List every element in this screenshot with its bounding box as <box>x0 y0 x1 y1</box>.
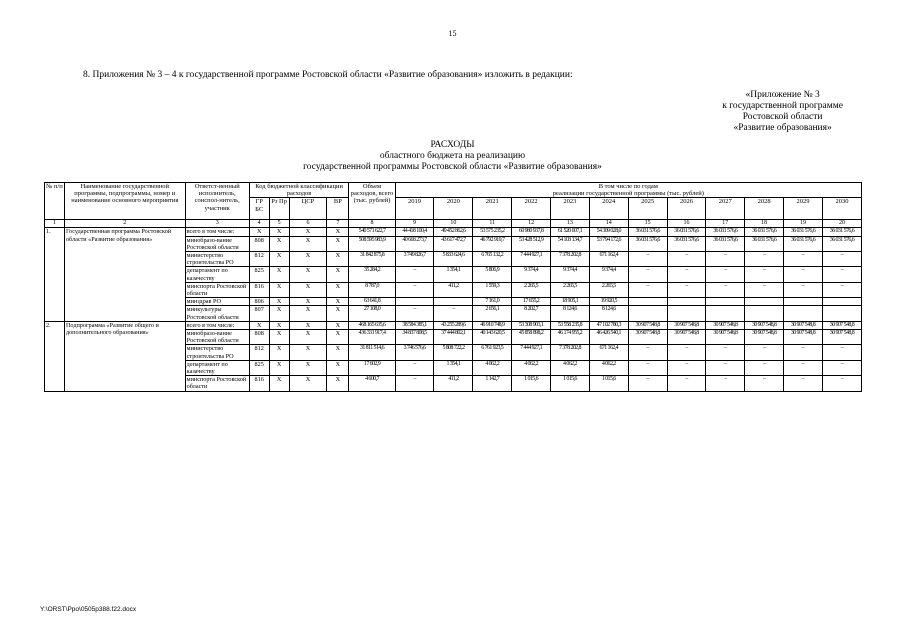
year-value-cell: 36 031 576,6 <box>628 228 667 236</box>
year-value-cell: – <box>628 267 667 282</box>
header-year: 2019 <box>395 198 434 220</box>
year-value-cell: 53 558 235,8 <box>551 321 590 329</box>
header-year: 2022 <box>512 198 551 220</box>
year-value-cell: 8 124,6 <box>589 306 628 321</box>
csr-cell: X <box>289 306 327 321</box>
csr-cell: X <box>289 321 327 329</box>
column-number: 18 <box>745 220 784 228</box>
header-year: 2026 <box>667 198 706 220</box>
year-value-cell: – <box>745 252 784 267</box>
year-value-cell: 7 444 927,1 <box>512 345 551 360</box>
year-value-cell <box>822 298 861 306</box>
year-value-cell: 30 907 548,8 <box>706 321 745 329</box>
year-value-cell: – <box>395 360 434 375</box>
year-value-cell: 4 062,2 <box>551 360 590 375</box>
year-value-cell: 30 907 548,8 <box>628 321 667 329</box>
grbs-cell: 808 <box>249 236 269 251</box>
total-cell: 4 600,7 <box>349 376 395 391</box>
total-cell: 8 787,0 <box>349 282 395 297</box>
vr-cell: X <box>327 345 349 360</box>
header-years-group <box>395 183 861 198</box>
year-value-cell: – <box>667 267 706 282</box>
year-value-cell: 53 428 512,9 <box>512 236 551 251</box>
header-vr: ВР <box>327 198 349 220</box>
csr-cell: X <box>289 298 327 306</box>
year-value-cell: – <box>745 282 784 297</box>
year-value-cell: 1 559,3 <box>473 282 512 297</box>
year-value-cell <box>706 298 745 306</box>
year-value-cell: 61 520 007,1 <box>551 228 590 236</box>
page-number: 15 <box>448 29 457 38</box>
row-name: Государственная программа Ростовской области «Развитие образования» <box>64 228 185 321</box>
rzpr-cell: X <box>269 306 289 321</box>
year-value-cell: – <box>784 267 823 282</box>
csr-cell: X <box>289 360 327 375</box>
year-value-cell: 36 031 576,6 <box>822 236 861 251</box>
year-value-cell: 30 907 548,8 <box>745 321 784 329</box>
rzpr-cell: X <box>269 282 289 297</box>
header-year: 2023 <box>551 198 590 220</box>
year-value-cell: – <box>395 267 434 282</box>
year-value-cell: 53 308 903,1 <box>512 321 551 329</box>
column-number: 12 <box>512 220 551 228</box>
year-value-cell: – <box>667 376 706 391</box>
column-number: 7 <box>327 220 349 228</box>
year-value-cell: 46 174 955,2 <box>551 330 590 345</box>
year-value-cell: 7 378 202,8 <box>551 345 590 360</box>
responsible-cell: департамент по казачеству <box>185 267 249 282</box>
year-value-cell: 36 031 576,6 <box>745 228 784 236</box>
total-cell: 468 165 635,6 <box>349 321 395 329</box>
responsible-cell: минобразо-вание Ростовской области <box>185 236 249 251</box>
year-value-cell <box>628 298 667 306</box>
grbs-cell: 806 <box>249 298 269 306</box>
year-value-cell: 49 452 862,6 <box>434 228 473 236</box>
grbs-cell: X <box>249 321 269 329</box>
year-value-cell: 37 444 802,1 <box>434 330 473 345</box>
total-cell: 63 641,8 <box>349 298 395 306</box>
header-year: 2029 <box>784 198 823 220</box>
year-value-cell: 40 143 620,5 <box>473 330 512 345</box>
total-cell: 31 842 875,8 <box>349 252 395 267</box>
total-cell: 31 811 514,6 <box>349 345 395 360</box>
responsible-cell: минобразо-вание Ростовской области <box>185 330 249 345</box>
year-value-cell: – <box>784 376 823 391</box>
responsible-cell: всего в том числе: <box>185 321 249 329</box>
year-value-cell: 30 907 548,8 <box>784 330 823 345</box>
csr-cell: X <box>289 376 327 391</box>
year-value-cell: 30 907 548,8 <box>667 321 706 329</box>
year-value-cell: 60 980 937,8 <box>512 228 551 236</box>
year-value-cell: – <box>395 282 434 297</box>
total-cell: 436 331 917,4 <box>349 330 395 345</box>
year-value-cell <box>745 298 784 306</box>
year-value-cell: 19 920,5 <box>589 298 628 306</box>
year-value-cell: – <box>667 252 706 267</box>
year-value-cell: 43 255 289,6 <box>434 321 473 329</box>
year-value-cell: 18 905,1 <box>551 298 590 306</box>
table-row <box>45 321 862 329</box>
grbs-cell: 812 <box>249 345 269 360</box>
year-value-cell: 671 162,4 <box>589 252 628 267</box>
year-value-cell: – <box>706 282 745 297</box>
year-value-cell <box>628 306 667 321</box>
appendix-line: к государственной программе <box>722 101 843 111</box>
rzpr-cell: X <box>269 376 289 391</box>
column-number: 6 <box>289 220 327 228</box>
expenses-table <box>44 182 862 392</box>
year-value-cell: 2 265,5 <box>512 282 551 297</box>
year-value-cell: – <box>434 306 473 321</box>
year-value-cell: 46 426 540,1 <box>589 330 628 345</box>
column-number: 13 <box>551 220 590 228</box>
grbs-cell: 807 <box>249 306 269 321</box>
column-number: 11 <box>473 220 512 228</box>
year-value-cell: 9 374,4 <box>512 267 551 282</box>
year-value-cell: 1 015,6 <box>589 376 628 391</box>
year-value-cell <box>784 306 823 321</box>
vr-cell: X <box>327 298 349 306</box>
vr-cell: X <box>327 267 349 282</box>
vr-cell: X <box>327 252 349 267</box>
year-value-cell: – <box>784 282 823 297</box>
year-value-cell: 5 808 722,2 <box>434 345 473 360</box>
rzpr-cell: X <box>269 252 289 267</box>
grbs-cell: 825 <box>249 267 269 282</box>
year-value-cell: 17 655,2 <box>512 298 551 306</box>
appendix-line: Ростовской области <box>742 112 823 122</box>
year-value-cell: 36 031 576,6 <box>667 236 706 251</box>
year-value-cell <box>395 298 434 306</box>
grbs-cell: 816 <box>249 282 269 297</box>
csr-cell: X <box>289 236 327 251</box>
year-value-cell: 7 161,0 <box>473 298 512 306</box>
year-value-cell: – <box>822 252 861 267</box>
year-value-cell: 38 584 385,1 <box>395 321 434 329</box>
year-value-cell: 44 418 100,4 <box>395 228 434 236</box>
year-value-cell: – <box>667 282 706 297</box>
year-value-cell: 8 124,6 <box>551 306 590 321</box>
year-value-cell: 36 031 576,6 <box>706 228 745 236</box>
total-cell: 35 284,2 <box>349 267 395 282</box>
year-value-cell: – <box>745 345 784 360</box>
year-value-cell: 2 265,5 <box>551 282 590 297</box>
year-value-cell: – <box>706 252 745 267</box>
header-rzpr: Рз Пр <box>269 198 289 220</box>
year-value-cell: 2 656,1 <box>473 306 512 321</box>
vr-cell: X <box>327 236 349 251</box>
total-cell: 27 108,0 <box>349 306 395 321</box>
year-value-cell: 54 103 134,7 <box>551 236 590 251</box>
year-value-cell: – <box>822 345 861 360</box>
column-number: 10 <box>434 220 473 228</box>
year-value-cell: 43 617 472,7 <box>434 236 473 251</box>
column-number: 17 <box>706 220 745 228</box>
responsible-cell: минспорта Ростовской области <box>185 376 249 391</box>
rzpr-cell: X <box>269 228 289 236</box>
year-value-cell: 30 907 548,8 <box>745 330 784 345</box>
column-number: 15 <box>628 220 667 228</box>
row-number: 1. <box>45 228 65 321</box>
year-value-cell: 36 031 576,6 <box>745 236 784 251</box>
year-value-cell: 3 749 826,7 <box>395 252 434 267</box>
header-years-line: В том числе по годам <box>598 183 658 190</box>
year-value-cell: 1 015,6 <box>512 376 551 391</box>
header-year: 2020 <box>434 198 473 220</box>
vr-cell: X <box>327 330 349 345</box>
year-value-cell: – <box>628 376 667 391</box>
year-value-cell: 2 265,5 <box>589 282 628 297</box>
header-year: 2024 <box>589 198 628 220</box>
year-value-cell <box>745 306 784 321</box>
column-number: 16 <box>667 220 706 228</box>
column-number: 4 <box>249 220 269 228</box>
rzpr-cell: X <box>269 360 289 375</box>
year-value-cell: 3 746 576,6 <box>395 345 434 360</box>
header-name: Наименование государственной программы, подпрограммы, номер и наименование основного мероприятия <box>64 183 185 220</box>
row-name: Подпрограмма «Развитие общего и дополнительного образования» <box>64 321 185 391</box>
column-number: 9 <box>395 220 434 228</box>
total-cell: 508 595 983,9 <box>349 236 395 251</box>
column-number: 5 <box>269 220 289 228</box>
year-value-cell: – <box>706 345 745 360</box>
year-value-cell: – <box>628 360 667 375</box>
rzpr-cell: X <box>269 330 289 345</box>
year-value-cell: 4 062,2 <box>473 360 512 375</box>
rzpr-cell: X <box>269 321 289 329</box>
year-value-cell: – <box>822 360 861 375</box>
table-row <box>45 228 862 236</box>
year-value-cell: 36 031 576,6 <box>667 228 706 236</box>
year-value-cell: 47 102 780,3 <box>589 321 628 329</box>
year-value-cell: 7 444 927,1 <box>512 252 551 267</box>
year-value-cell: 34 837 808,5 <box>395 330 434 345</box>
column-number: 3 <box>185 220 249 228</box>
year-value-cell: 411,2 <box>434 376 473 391</box>
year-value-cell: 46 910 748,9 <box>473 321 512 329</box>
year-value-cell: 411,2 <box>434 282 473 297</box>
column-numbers-row <box>45 220 862 228</box>
year-value-cell: – <box>395 376 434 391</box>
year-value-cell: 36 031 576,6 <box>822 228 861 236</box>
year-value-cell: – <box>628 282 667 297</box>
year-value-cell: 30 907 548,8 <box>784 321 823 329</box>
year-value-cell: – <box>628 252 667 267</box>
intro-paragraph: 8. Приложения № 3 – 4 к государственной программе Ростовской области «Развитие образования» изложить в редакции: <box>83 70 573 80</box>
appendix-line: «Приложение № 3 <box>745 90 820 100</box>
year-value-cell <box>706 306 745 321</box>
header-year: 2025 <box>628 198 667 220</box>
vr-cell: X <box>327 306 349 321</box>
column-number: 14 <box>589 220 628 228</box>
header-responsible: Ответст-венный исполнитель, соиспол-нитель, участник <box>185 183 249 220</box>
column-number: 19 <box>784 220 823 228</box>
year-value-cell: – <box>784 252 823 267</box>
year-value-cell: 1 142,7 <box>473 376 512 391</box>
year-value-cell: 9 374,4 <box>589 267 628 282</box>
responsible-cell: министерство строительства РО <box>185 345 249 360</box>
year-value-cell: – <box>784 345 823 360</box>
appendix-line: «Развитие образования» <box>733 123 832 133</box>
year-value-cell: – <box>628 345 667 360</box>
year-value-cell: 9 374,4 <box>551 267 590 282</box>
header-csr: ЦСР <box>289 198 327 220</box>
year-value-cell: 5 833 624,6 <box>434 252 473 267</box>
year-value-cell: 8 202,7 <box>512 306 551 321</box>
year-value-cell: – <box>745 376 784 391</box>
title-line: РАСХОДЫ <box>430 140 475 150</box>
year-value-cell: 6 761 923,5 <box>473 345 512 360</box>
year-value-cell: – <box>822 267 861 282</box>
year-value-cell: – <box>706 376 745 391</box>
year-value-cell: – <box>667 345 706 360</box>
year-value-cell <box>822 306 861 321</box>
year-value-cell: – <box>822 376 861 391</box>
year-value-cell: 53 575 235,2 <box>473 228 512 236</box>
year-value-cell: 671 162,4 <box>589 345 628 360</box>
grbs-cell: 808 <box>249 330 269 345</box>
vr-cell: X <box>327 228 349 236</box>
year-value-cell: 30 907 548,8 <box>628 330 667 345</box>
responsible-cell: департамент по казачеству <box>185 360 249 375</box>
table-body <box>45 228 862 391</box>
csr-cell: X <box>289 282 327 297</box>
csr-cell: X <box>289 330 327 345</box>
year-value-cell: 45 858 898,2 <box>512 330 551 345</box>
file-path-footer: Y:\ORST\Ppo\0505p388.f22.docx <box>40 606 137 613</box>
year-value-cell: 46 792 919,7 <box>473 236 512 251</box>
year-value-cell: 7 378 202,8 <box>551 252 590 267</box>
rzpr-cell: X <box>269 267 289 282</box>
header-total: Объем расходов, всего (тыс. рублей) <box>349 183 395 220</box>
year-value-cell: 36 031 576,6 <box>628 236 667 251</box>
year-value-cell: 1 354,1 <box>434 360 473 375</box>
header-year: 2021 <box>473 198 512 220</box>
vr-cell: X <box>327 321 349 329</box>
appendix-header <box>722 90 843 134</box>
year-value-cell: – <box>745 360 784 375</box>
year-value-cell: – <box>745 267 784 282</box>
vr-cell: X <box>327 360 349 375</box>
year-value-cell: – <box>395 306 434 321</box>
title-line: областного бюджета на реализацию <box>379 151 526 161</box>
header-grbs: ГР БС <box>249 198 269 220</box>
year-value-cell: 6 765 132,2 <box>473 252 512 267</box>
year-value-cell: – <box>667 360 706 375</box>
responsible-cell: минздрав РО <box>185 298 249 306</box>
year-value-cell: – <box>706 267 745 282</box>
year-value-cell: – <box>706 360 745 375</box>
grbs-cell: 812 <box>249 252 269 267</box>
column-number: 1 <box>45 220 65 228</box>
year-value-cell <box>667 306 706 321</box>
year-value-cell: 30 907 548,8 <box>706 330 745 345</box>
year-value-cell: 30 907 548,8 <box>822 321 861 329</box>
column-number: 8 <box>349 220 395 228</box>
responsible-cell: министерство строительства РО <box>185 252 249 267</box>
year-value-cell: 1 015,6 <box>551 376 590 391</box>
total-cell: 540 571 622,7 <box>349 228 395 236</box>
csr-cell: X <box>289 252 327 267</box>
header-year: 2027 <box>706 198 745 220</box>
title-line: государственной программы Ростовской области «Развитие образования» <box>303 162 602 172</box>
document-title <box>0 140 905 173</box>
year-value-cell: 5 806,9 <box>473 267 512 282</box>
total-cell: 17 602,9 <box>349 360 395 375</box>
grbs-cell: 825 <box>249 360 269 375</box>
year-value-cell: 36 031 576,6 <box>706 236 745 251</box>
header-code-group: Код бюджетной классификации расходов <box>249 183 349 198</box>
year-value-cell: 4 062,2 <box>512 360 551 375</box>
year-value-cell: 1 354,1 <box>434 267 473 282</box>
column-number: 2 <box>64 220 185 228</box>
vr-cell: X <box>327 282 349 297</box>
year-value-cell: 4 062,2 <box>589 360 628 375</box>
year-value-cell: – <box>822 282 861 297</box>
csr-cell: X <box>289 345 327 360</box>
year-value-cell: 36 031 576,6 <box>784 228 823 236</box>
year-value-cell <box>434 298 473 306</box>
year-value-cell: – <box>784 360 823 375</box>
year-value-cell: 30 907 548,8 <box>667 330 706 345</box>
row-number: 2. <box>45 321 65 391</box>
responsible-cell: минкультуры Ростовской области <box>185 306 249 321</box>
grbs-cell: 816 <box>249 376 269 391</box>
rzpr-cell: X <box>269 298 289 306</box>
header-years-line: реализации государственной программы (тыс. рублей) <box>552 190 704 198</box>
responsible-cell: всего в том числе: <box>185 228 249 236</box>
vr-cell: X <box>327 376 349 391</box>
year-value-cell: 36 031 576,6 <box>784 236 823 251</box>
csr-cell: X <box>289 267 327 282</box>
grbs-cell: X <box>249 228 269 236</box>
responsible-cell: минспорта Ростовской области <box>185 282 249 297</box>
year-value-cell <box>784 298 823 306</box>
column-number: 20 <box>822 220 861 228</box>
year-value-cell: 30 907 548,8 <box>822 330 861 345</box>
csr-cell: X <box>289 228 327 236</box>
header-year: 2028 <box>745 198 784 220</box>
year-value-cell: 53 794 172,6 <box>589 236 628 251</box>
rzpr-cell: X <box>269 345 289 360</box>
year-value-cell: 40 668 273,7 <box>395 236 434 251</box>
year-value-cell <box>667 298 706 306</box>
year-value-cell: 54 309 028,0 <box>589 228 628 236</box>
header-year: 2030 <box>822 198 861 220</box>
rzpr-cell: X <box>269 236 289 251</box>
header-num: № п/п <box>45 183 65 220</box>
